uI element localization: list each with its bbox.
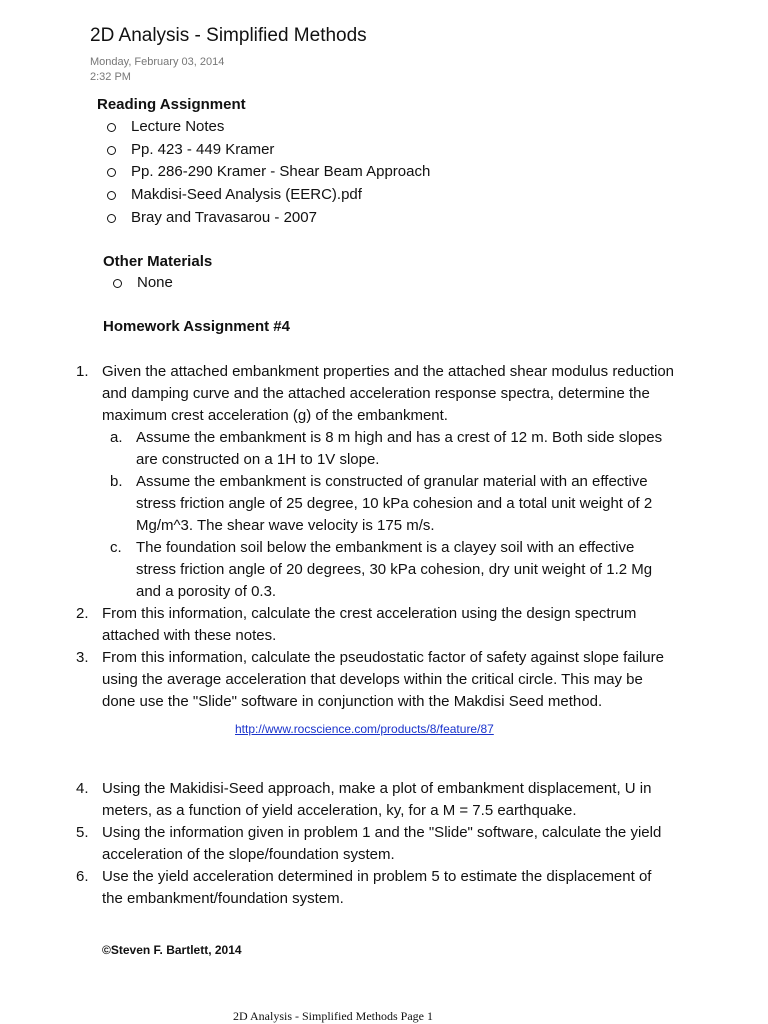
problem-number: 3.	[76, 649, 89, 666]
other-materials-heading: Other Materials	[103, 253, 213, 270]
circle-bullet-icon	[113, 279, 122, 288]
list-item: None	[113, 272, 173, 295]
problem-number: 4.	[76, 780, 89, 797]
problem-number: 5.	[76, 824, 89, 841]
problem-text: From this information, calculate the crest acceleration using the design spectrum attached with these notes.	[102, 605, 637, 644]
circle-bullet-icon	[107, 191, 116, 200]
circle-bullet-icon	[107, 214, 116, 223]
problem-text: Use the yield acceleration determined in problem 5 to estimate the displacement of the embankment/foundation system.	[102, 868, 652, 907]
problem-number: 2.	[76, 605, 89, 622]
problem-list-continued	[76, 778, 676, 910]
problem-text: Given the attached embankment properties and the attached shear modulus reduction and damping curve and the attached acceleration response spectra, determine the maximum crest acceleration (g) of the embankment.	[102, 363, 675, 424]
list-item	[76, 603, 676, 647]
list-item	[76, 647, 676, 713]
list-item	[76, 866, 676, 910]
problem-text: From this information, calculate the pseudostatic factor of safety against slope failure using the average acceleration that develops within the critical circle. This may be done use the "Slide" software in conjunction with the Makdisi Seed method.	[102, 649, 664, 710]
homework-heading: Homework Assignment #4	[103, 318, 290, 335]
circle-bullet-icon	[107, 146, 116, 155]
list-item: Pp. 286-290 Kramer - Shear Beam Approach	[107, 161, 430, 184]
list-item: Lecture Notes	[107, 116, 430, 139]
page-time: 2:32 PM	[90, 71, 131, 83]
list-item: Bray and Travasarou - 2007	[107, 207, 430, 230]
problem-text: Using the Makidisi-Seed approach, make a plot of embankment displacement, U in meters, as a function of yield acceleration, ky, for a M = 7.5 earthquake.	[102, 780, 652, 819]
list-item: Pp. 423 - 449 Kramer	[107, 139, 430, 162]
list-item: Makdisi-Seed Analysis (EERC).pdf	[107, 184, 430, 207]
list-item: a. Assume the embankment is 8 m high and has a crest of 12 m. Both side slopes are constructed on a 1H to 1V slope.	[110, 429, 663, 468]
reading-heading: Reading Assignment	[97, 96, 246, 113]
sub-problem-list	[102, 427, 676, 603]
other-materials-list	[113, 272, 173, 295]
circle-bullet-icon	[107, 123, 116, 132]
list-item	[76, 822, 676, 866]
list-item	[76, 778, 676, 822]
problem-number: 1.	[76, 363, 89, 380]
list-item: c. The foundation soil below the embankment is a clayey soil with an effective stress friction angle of 20 degrees, 30 kPa cohesion, dry unit weight of 1.2 Mg and a porosity of 0.3.	[110, 539, 653, 600]
page-footer: 2D Analysis - Simplified Methods Page 1	[233, 1009, 433, 1023]
page-date: Monday, February 03, 2014	[90, 56, 225, 68]
problem-number: 6.	[76, 868, 89, 885]
problem-list	[76, 361, 676, 713]
copyright-text: ©Steven F. Bartlett, 2014	[102, 943, 242, 957]
problem-text: Using the information given in problem 1 and the "Slide" software, calculate the yield acceleration of the slope/foundation system.	[102, 824, 662, 863]
circle-bullet-icon	[107, 168, 116, 177]
page-title: 2D Analysis - Simplified Methods	[90, 25, 367, 46]
rocscience-link[interactable]: http://www.rocscience.com/products/8/feature/87	[235, 722, 494, 736]
list-item	[76, 361, 676, 603]
list-item: b. Assume the embankment is constructed of granular material with an effective stress friction angle of 25 degree, 10 kPa cohesion and a total unit weight of 2 Mg/m^3. The shear wave velocity is 175 m/s.	[110, 473, 653, 534]
reading-list	[107, 116, 430, 230]
